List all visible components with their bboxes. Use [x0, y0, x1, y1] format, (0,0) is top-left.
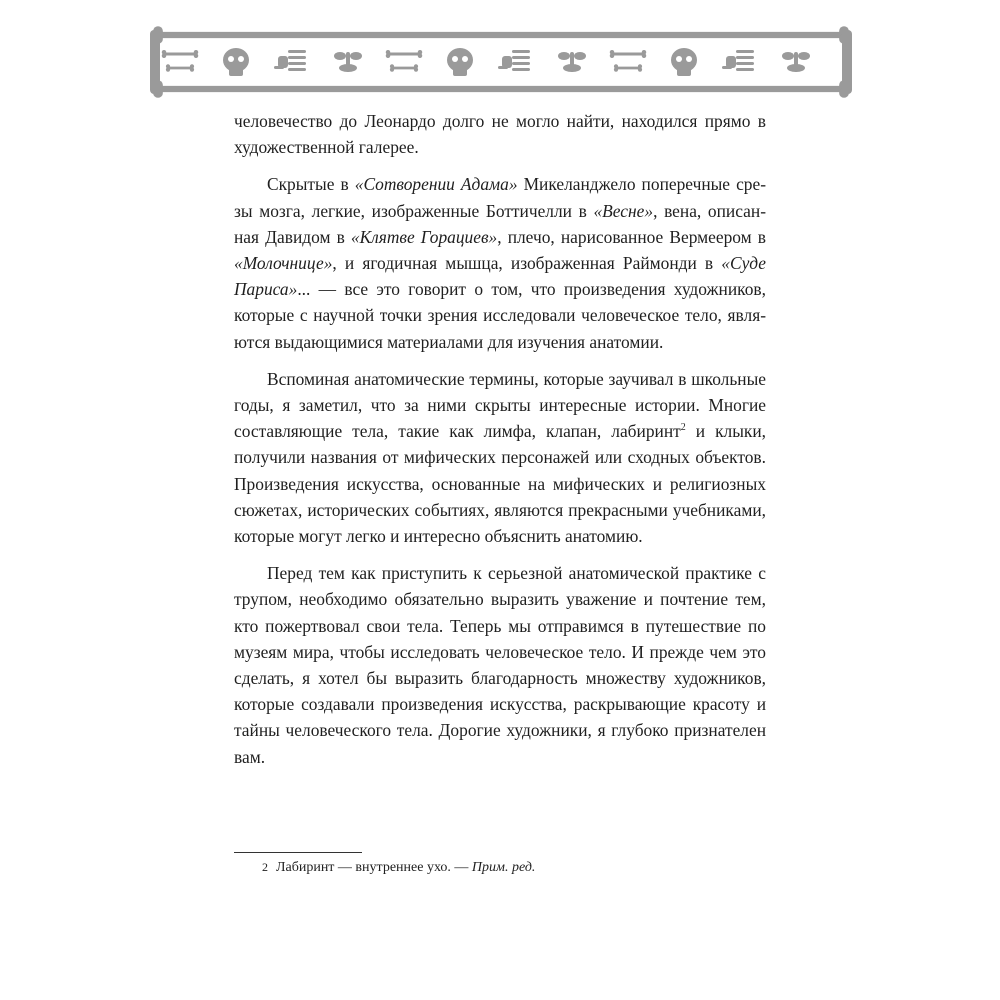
paragraph-2-text: , плечо, нарисованное Вермеером в	[497, 226, 766, 247]
paragraph-3-text: Вспоминая анатомические термины, которые заучивал в школьные годы, я заметил, что за ними скрыты интересные истории. Многие составляющие тела, такие как лимфа, клапан, лабиринт	[234, 368, 766, 442]
footnote-editor-note: Прим. ред.	[471, 860, 536, 875]
footnote-text: Лабиринт — внутреннее ухо. —	[276, 860, 472, 875]
paragraph-4	[234, 560, 766, 770]
artwork-title-primavera: «Весне»	[593, 200, 654, 221]
footnote-reference[interactable]: 2	[680, 422, 686, 434]
artwork-title-milkmaid: «Молочнице»	[234, 253, 333, 274]
artwork-title-oath-of-horatii: «Клятве Горациев»	[350, 226, 498, 247]
artwork-title-judgement-of-paris: «Суде Париса»	[234, 253, 766, 300]
paragraph-2-text: Микеланджело поперечные срезы мозга, легкие, изображенные Боттичелли в	[234, 174, 767, 221]
paragraph-3-text: и клыки, получили названия от мифических персонажей или сходных объектов. Произведения искусства, основанные на мифических и религиозных сюжетах, исторических событиях, являются прекрасными учебниками, которые могут легко и интересно объяснить анатомию.	[234, 421, 766, 547]
paragraph-2-text: ... — все это говорит о том, что произведения художников, которые с научной точки зрения исследовали человеческое тело, являются выдающимися материалами для изучения анатомии.	[234, 279, 766, 352]
paragraph-2	[234, 171, 766, 354]
paragraph-1-text: человечество до Леонардо долго не могло найти, находился прямо в художественной галерее.	[234, 111, 766, 158]
paragraph-2-text: , и ягодичная мышца, изображенная Раймонди в	[332, 253, 722, 274]
artwork-title-creation-of-adam: «Сотворении Адама»	[354, 174, 518, 195]
footnote-mark: 2	[262, 860, 268, 874]
footnote-divider	[234, 852, 362, 853]
bones-skulls-ornament-icon	[150, 26, 852, 98]
paragraph-3	[234, 366, 766, 549]
paragraph-2-text: Скрытые в	[267, 174, 355, 195]
paragraph-1	[234, 108, 766, 160]
main-text	[234, 108, 766, 781]
paragraph-4-text: Перед тем как приступить к серьезной анатомической практике с трупом, необходимо обязательно выразить уважение и почтение тем, кто пожертвовал свои тела. Теперь мы отправимся в путешествие по музеям мира, чтобы исследовать человеческое тело. И прежде чем это сделать, я хотел бы выразить благодарность множеству художников, которые создавали произведения искусства, раскрывающие красоту и тайны человеческого тела. Дорогие художники, я глубоко признателен вам.	[234, 563, 766, 767]
paragraph-2-text: , вена, описанная Давидом в	[234, 200, 766, 247]
footnote	[262, 858, 762, 877]
